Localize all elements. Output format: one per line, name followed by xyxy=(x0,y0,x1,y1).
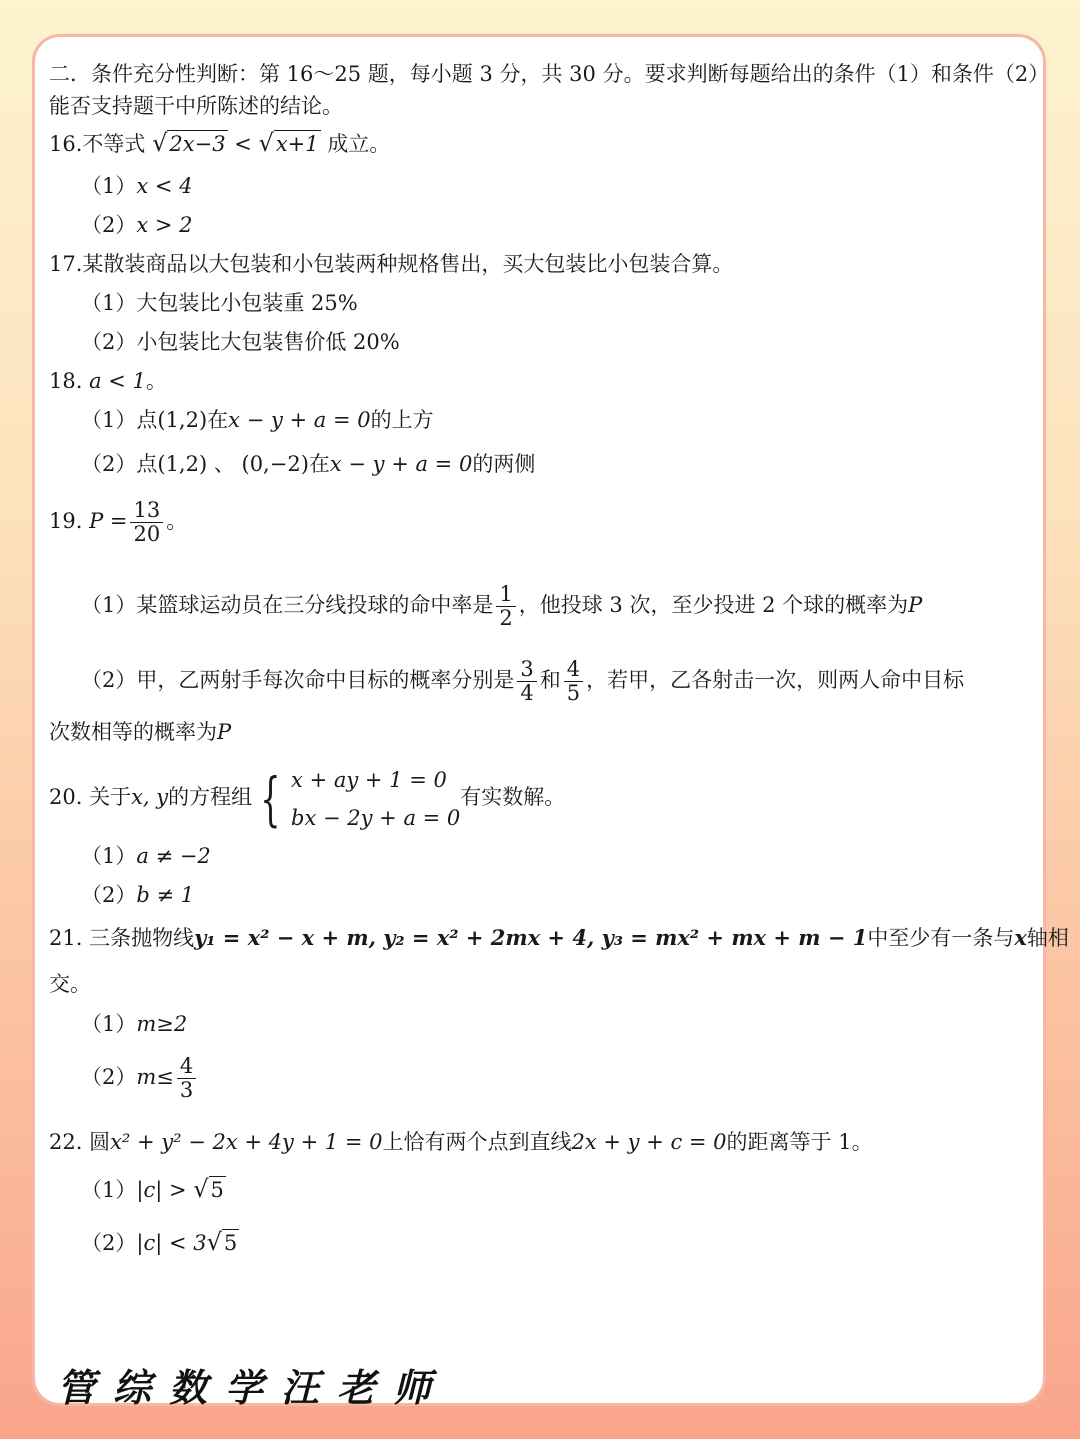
question-22-condition-2 xyxy=(81,1228,239,1258)
question-19-stem xyxy=(49,491,187,551)
question-16-condition-2 xyxy=(81,210,193,240)
q22-line: 2x + y + c = 0 xyxy=(571,1130,727,1154)
q21-c2-fraction xyxy=(177,1055,196,1102)
question-18-condition-2 xyxy=(81,449,535,479)
q18-c2-label: （2）点 xyxy=(81,452,158,476)
section-header-line-1: 二．条件充分性判断：第 16～25 题，每小题 3 分，共 30 分。要求判断每题给出的条件（1）和条件（2） xyxy=(49,62,1050,86)
q16-c2-label: （2） xyxy=(81,213,137,237)
q18-prefix: 18. xyxy=(49,369,90,393)
q19-c2-denominator-1: 4 xyxy=(520,681,534,705)
q21-c1-label: （1） xyxy=(81,1012,137,1036)
q19-c2-line2: 次数相等的概率为 xyxy=(49,720,217,744)
question-21-condition-2 xyxy=(81,1047,199,1107)
question-18-condition-1 xyxy=(81,405,434,435)
q19-c1-var: P xyxy=(908,593,923,617)
q16-c1-label: （1） xyxy=(81,174,137,198)
q19-c1-fraction xyxy=(496,583,515,630)
q19-c2-post: ，若甲，乙各射击一次，则两人命中目标 xyxy=(586,668,965,692)
question-17-condition-2: （2）小包装比大包装售价低 20% xyxy=(81,330,400,354)
q21-c2-numerator: 4 xyxy=(177,1055,196,1079)
q18-c1-label: （1）点 xyxy=(81,408,158,432)
q18-c2-line: x − y + a = 0 xyxy=(329,452,473,476)
question-20-condition-1 xyxy=(81,841,211,871)
q16-radicand-2: x+1 xyxy=(275,132,319,156)
q22-c1-label: （1） xyxy=(81,1178,137,1202)
q20-prefix: 20. 关于 xyxy=(49,785,132,809)
q16-c1-expr: x < 4 xyxy=(136,174,193,198)
q19-c2-numerator-1: 3 xyxy=(517,658,536,682)
q20-c2-expr: b ≠ 1 xyxy=(136,883,195,907)
q18-c2-points: (1,2) 、 (0,−2) xyxy=(157,452,309,476)
question-22-condition-1 xyxy=(81,1175,226,1205)
q20-mid: 的方程组 xyxy=(168,785,253,809)
q20-brace: { xyxy=(260,764,281,833)
question-20-condition-2 xyxy=(81,880,194,910)
q16-radicand-1: 2x−3 xyxy=(169,132,226,156)
q19-c1-post: ，他投球 3 次，至少投进 2 个球的概率为 xyxy=(518,593,909,617)
question-19-condition-2-line-2 xyxy=(49,717,231,747)
q20-equation-2: bx − 2y + a = 0 xyxy=(291,805,461,830)
question-19-condition-1 xyxy=(81,575,922,635)
q19-c2-text: （2）甲，乙两射手每次命中目标的概率分别是 xyxy=(81,668,515,692)
q16-c2-expr: x > 2 xyxy=(136,213,193,237)
question-21-condition-1 xyxy=(81,1009,187,1039)
q16-sqrt-2: √ x+1 xyxy=(258,129,319,157)
q22-c2-sqrt: √ 5 xyxy=(206,1228,238,1256)
q19-prefix: 19. xyxy=(49,509,90,533)
q19-c2-var: P xyxy=(217,720,232,744)
q16-less-than: < xyxy=(234,132,259,156)
q18-c2-mid: 在 xyxy=(308,452,330,476)
q22-c1-radicand: 5 xyxy=(210,1178,224,1202)
q22-c2-lhs: |c| < 3 xyxy=(136,1231,207,1255)
q19-c1-denominator: 2 xyxy=(499,606,513,630)
q18-c1-point: (1,2) xyxy=(157,408,208,432)
q18-c1-line: x − y + a = 0 xyxy=(228,408,371,432)
question-17-stem: 17.某散装商品以大包装和小包装两种规格售出，买大包装比小包装合算。 xyxy=(49,252,734,276)
q16-prefix: 16.不等式 xyxy=(49,132,146,156)
q22-c1-lhs: |c| > xyxy=(136,1178,194,1202)
q18-c1-mid: 在 xyxy=(207,408,229,432)
question-16-condition-1 xyxy=(81,171,193,201)
q19-c2-numerator-2: 4 xyxy=(564,658,583,682)
q21-c2-var: m≤ xyxy=(136,1065,174,1089)
q21-c2-denominator: 3 xyxy=(179,1078,194,1102)
q19-c1-text: （1）某篮球运动员在三分线投球的命中率是 xyxy=(81,593,494,617)
q20-equation-system xyxy=(252,761,460,837)
q20-c1-label: （1） xyxy=(81,844,137,868)
q18-expr: a < 1 xyxy=(89,369,146,393)
q22-c1-sqrt: √ 5 xyxy=(193,1175,224,1203)
q16-sqrt-1: √ 2x−3 xyxy=(152,129,226,157)
q22-circle: x² + y² − 2x + 4y + 1 = 0 xyxy=(110,1130,383,1154)
question-22-stem xyxy=(49,1127,873,1157)
q19-fraction xyxy=(130,499,163,546)
q18-suffix: 。 xyxy=(145,369,167,393)
q20-equation-1: x + ay + 1 = 0 xyxy=(291,767,447,792)
section-header-line-2: 能否支持题干中所陈述的结论。 xyxy=(49,94,343,118)
q21-axis: x xyxy=(1014,925,1027,950)
q21-mid: 中至少有一条与 xyxy=(867,926,1015,950)
exam-card xyxy=(32,34,1069,1410)
q21-expr: y₁ = x² − x + m, y₂ = x² + 2mx + 4, y₃ = mx² + mx + m − 1 xyxy=(194,925,868,950)
q22-mid: 上恰有两个点到直线 xyxy=(382,1130,572,1154)
question-20-stem xyxy=(49,757,565,837)
q19-denominator: 20 xyxy=(133,522,161,546)
q16-suffix: 成立。 xyxy=(327,132,391,156)
q20-c1-expr: a ≠ −2 xyxy=(136,844,211,868)
question-19-condition-2 xyxy=(81,650,964,710)
q20-c2-label: （2） xyxy=(81,883,137,907)
question-21-stem-line-2: 交。 xyxy=(49,972,91,996)
q22-c2-label: （2） xyxy=(81,1231,137,1255)
q22-c2-radicand: 5 xyxy=(223,1231,238,1255)
q22-tail: 的距离等于 1。 xyxy=(726,1130,873,1154)
q19-c2-fraction-2 xyxy=(564,658,583,705)
question-21-stem xyxy=(49,923,1069,953)
q21-c1-expr: m≥2 xyxy=(136,1012,188,1036)
q20-suffix: 有实数解。 xyxy=(460,785,566,809)
q19-c2-denominator-2: 5 xyxy=(566,681,581,705)
q18-c2-tail: 的两侧 xyxy=(472,452,536,476)
q21-prefix: 21. 三条抛物线 xyxy=(49,926,195,950)
q19-lhs: P = xyxy=(89,509,128,533)
q19-c2-fraction-1 xyxy=(517,658,536,705)
q22-prefix: 22. 圆 xyxy=(49,1130,111,1154)
question-17-condition-1: （1）大包装比小包装重 25% xyxy=(81,291,358,315)
q19-numerator: 13 xyxy=(130,499,163,523)
q19-suffix: 。 xyxy=(166,509,188,533)
q18-c1-tail: 的上方 xyxy=(370,408,434,432)
q19-c2-and: 和 xyxy=(539,668,561,692)
signature: 管综数学汪老师 xyxy=(57,1366,450,1410)
question-16-stem xyxy=(49,129,390,159)
q20-vars: x, y xyxy=(131,785,169,809)
q21-c2-label: （2） xyxy=(81,1065,137,1089)
q21-tail: 轴相 xyxy=(1026,926,1069,950)
q19-c1-numerator: 1 xyxy=(496,583,515,607)
question-18-stem xyxy=(49,366,167,396)
